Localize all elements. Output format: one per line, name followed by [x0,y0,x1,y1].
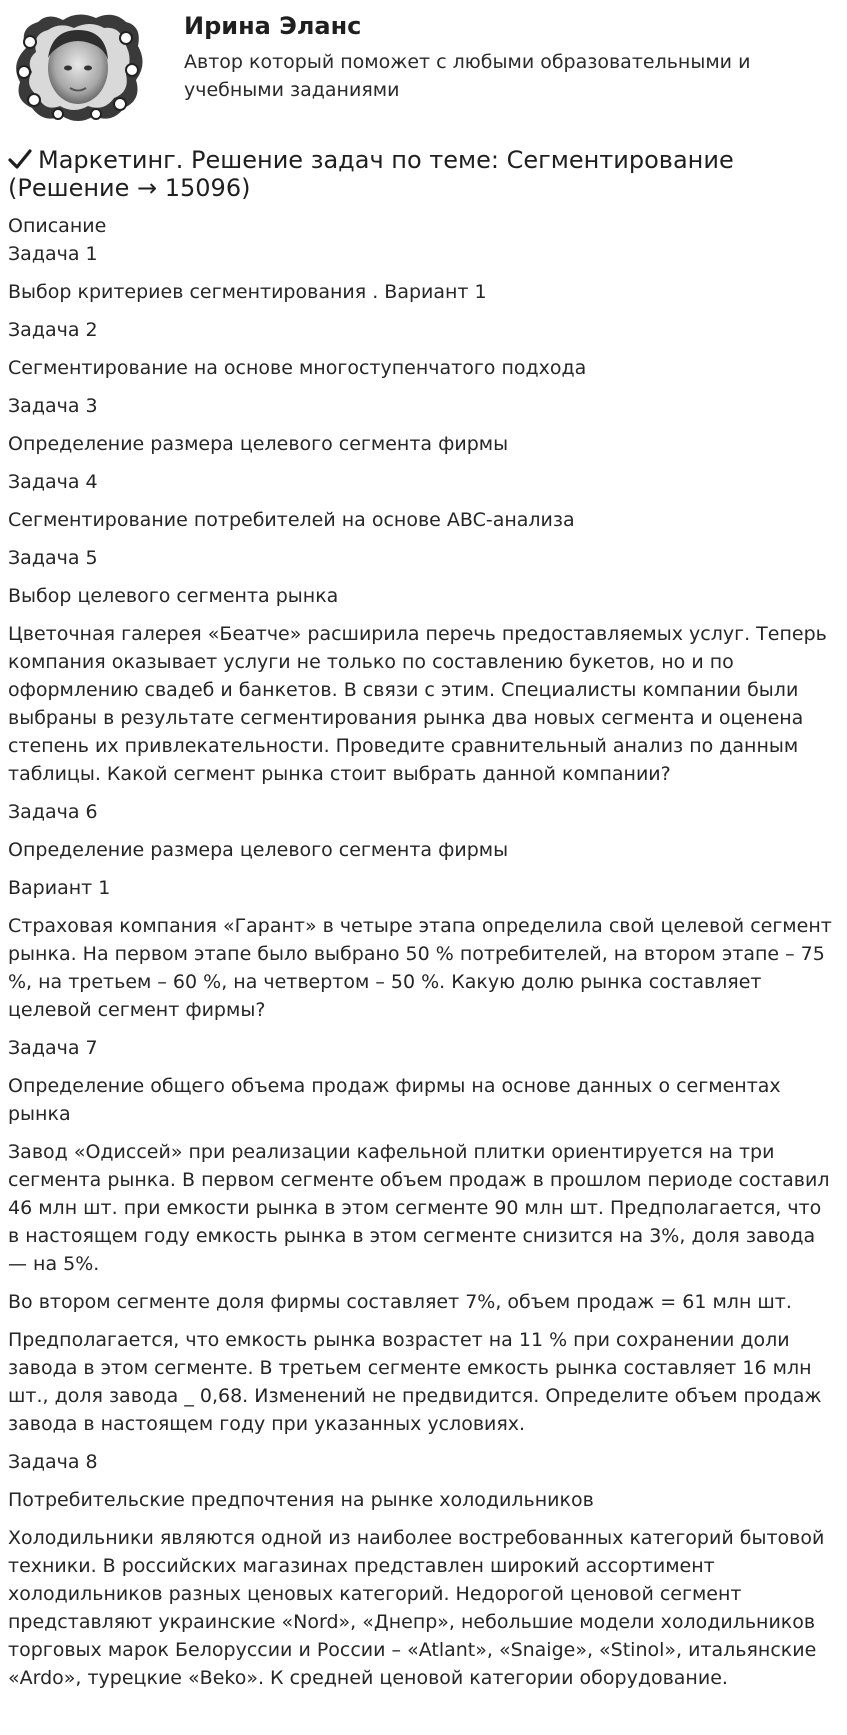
task-list [8,240,838,1692]
author-header [0,0,847,140]
task-paragraph: Холодильники являются одной из наиболее востребованных категорий бытовой техники. В российских магазинах представлен широкий ассортимент холодильников разных ценовых категорий. Недорогой ценовой сегмент представляют украинские «Nord», «Днепр», небольшие модели холодильников торговых марок Белоруссии и России – «Atlant», «Snaige», «Stinol», итальянские «Ardo», турецкие «Beko». К средней ценовой категории оборудование. [8,1527,825,1689]
task-paragraph: Вариант 1 [8,877,111,899]
author-description: Автор который поможет с любыми образовательными и учебными заданиями [184,51,751,101]
task-paragraph: Потребительские предпочтения на рынке холодильников [8,1489,594,1511]
page-title [8,146,828,202]
author-avatar[interactable] [8,8,148,126]
task-heading: Задача 3 [8,395,98,417]
page-title-text: Маркетинг. Решение задач по теме: Сегментирование (Решение → 15096) [8,146,734,202]
author-name[interactable]: Ирина Эланс [184,12,362,40]
task-paragraph: Во втором сегменте доля фирмы составляет 7%, объем продаж = 61 млн шт. [8,1291,792,1313]
task-paragraph: Определение общего объема продаж фирмы на основе данных о сегментах рынка [8,1075,781,1125]
task-paragraph: Завод «Одиссей» при реализации кафельной плитки ориентируется на три сегмента рынка. В первом сегменте объем продаж в прошлом периоде составил 46 млн шт. при емкости рынка в этом сегменте 90 млн шт. Предполагается, что в настоящем году емкость рынка в этом сегменте снизится на 3%, доля завода — на 5%. [8,1141,830,1275]
task-paragraph: Выбор целевого сегмента рынка [8,585,339,607]
task-heading: Задача 7 [8,1037,98,1059]
task-heading: Задача 2 [8,319,98,341]
task-heading: Задача 4 [8,471,98,493]
task-paragraph: Цветочная галерея «Беатче» расширила перечь предоставляемых услуг. Теперь компания оказывает услуги не только по составлению букетов, но и по оформлению свадеб и банкетов. В связи с этим. Специалисты компании были выбраны в результате сегментирования рынка два новых сегмента и оценена степень их привлекательности. Проведите сравнительный анализ по данным таблицы. Какой сегмент рынка стоит выбрать данной компании? [8,623,827,785]
task-heading: Задача 1 [8,243,98,265]
task-paragraph: Сегментирование на основе многоступенчатого подхода [8,357,587,379]
task-paragraph: Предполагается, что емкость рынка возрастет на 11 % при сохранении доли завода в этом сегменте. В третьем сегменте емкость рынка составляет 16 млн шт., доля завода _ 0,68. Изменений не предвидится. Определите объем продаж завода в настоящем году при указанных условиях. [8,1329,822,1435]
task-heading: Задача 8 [8,1451,98,1473]
task-heading: Задача 5 [8,547,98,569]
check-icon [8,148,32,170]
task-heading: Задача 6 [8,801,98,823]
description-label: Описание [8,215,107,237]
task-paragraph: Страховая компания «Гарант» в четыре этапа определила свой целевой сегмент рынка. На первом этапе было выбрано 50 % потребителей, на втором этапе – 75 %, на третьем – 60 %, на четвертом – 50 %. Какую долю рынка составляет целевой сегмент фирмы? [8,915,832,1021]
task-paragraph: Выбор критериев сегментирования . Вариант 1 [8,281,487,303]
task-paragraph: Определение размера целевого сегмента фирмы [8,433,509,455]
description-content [8,212,838,1692]
task-paragraph: Определение размера целевого сегмента фирмы [8,839,509,861]
task-paragraph: Сегментирование потребителей на основе ABC-анализа [8,509,575,531]
